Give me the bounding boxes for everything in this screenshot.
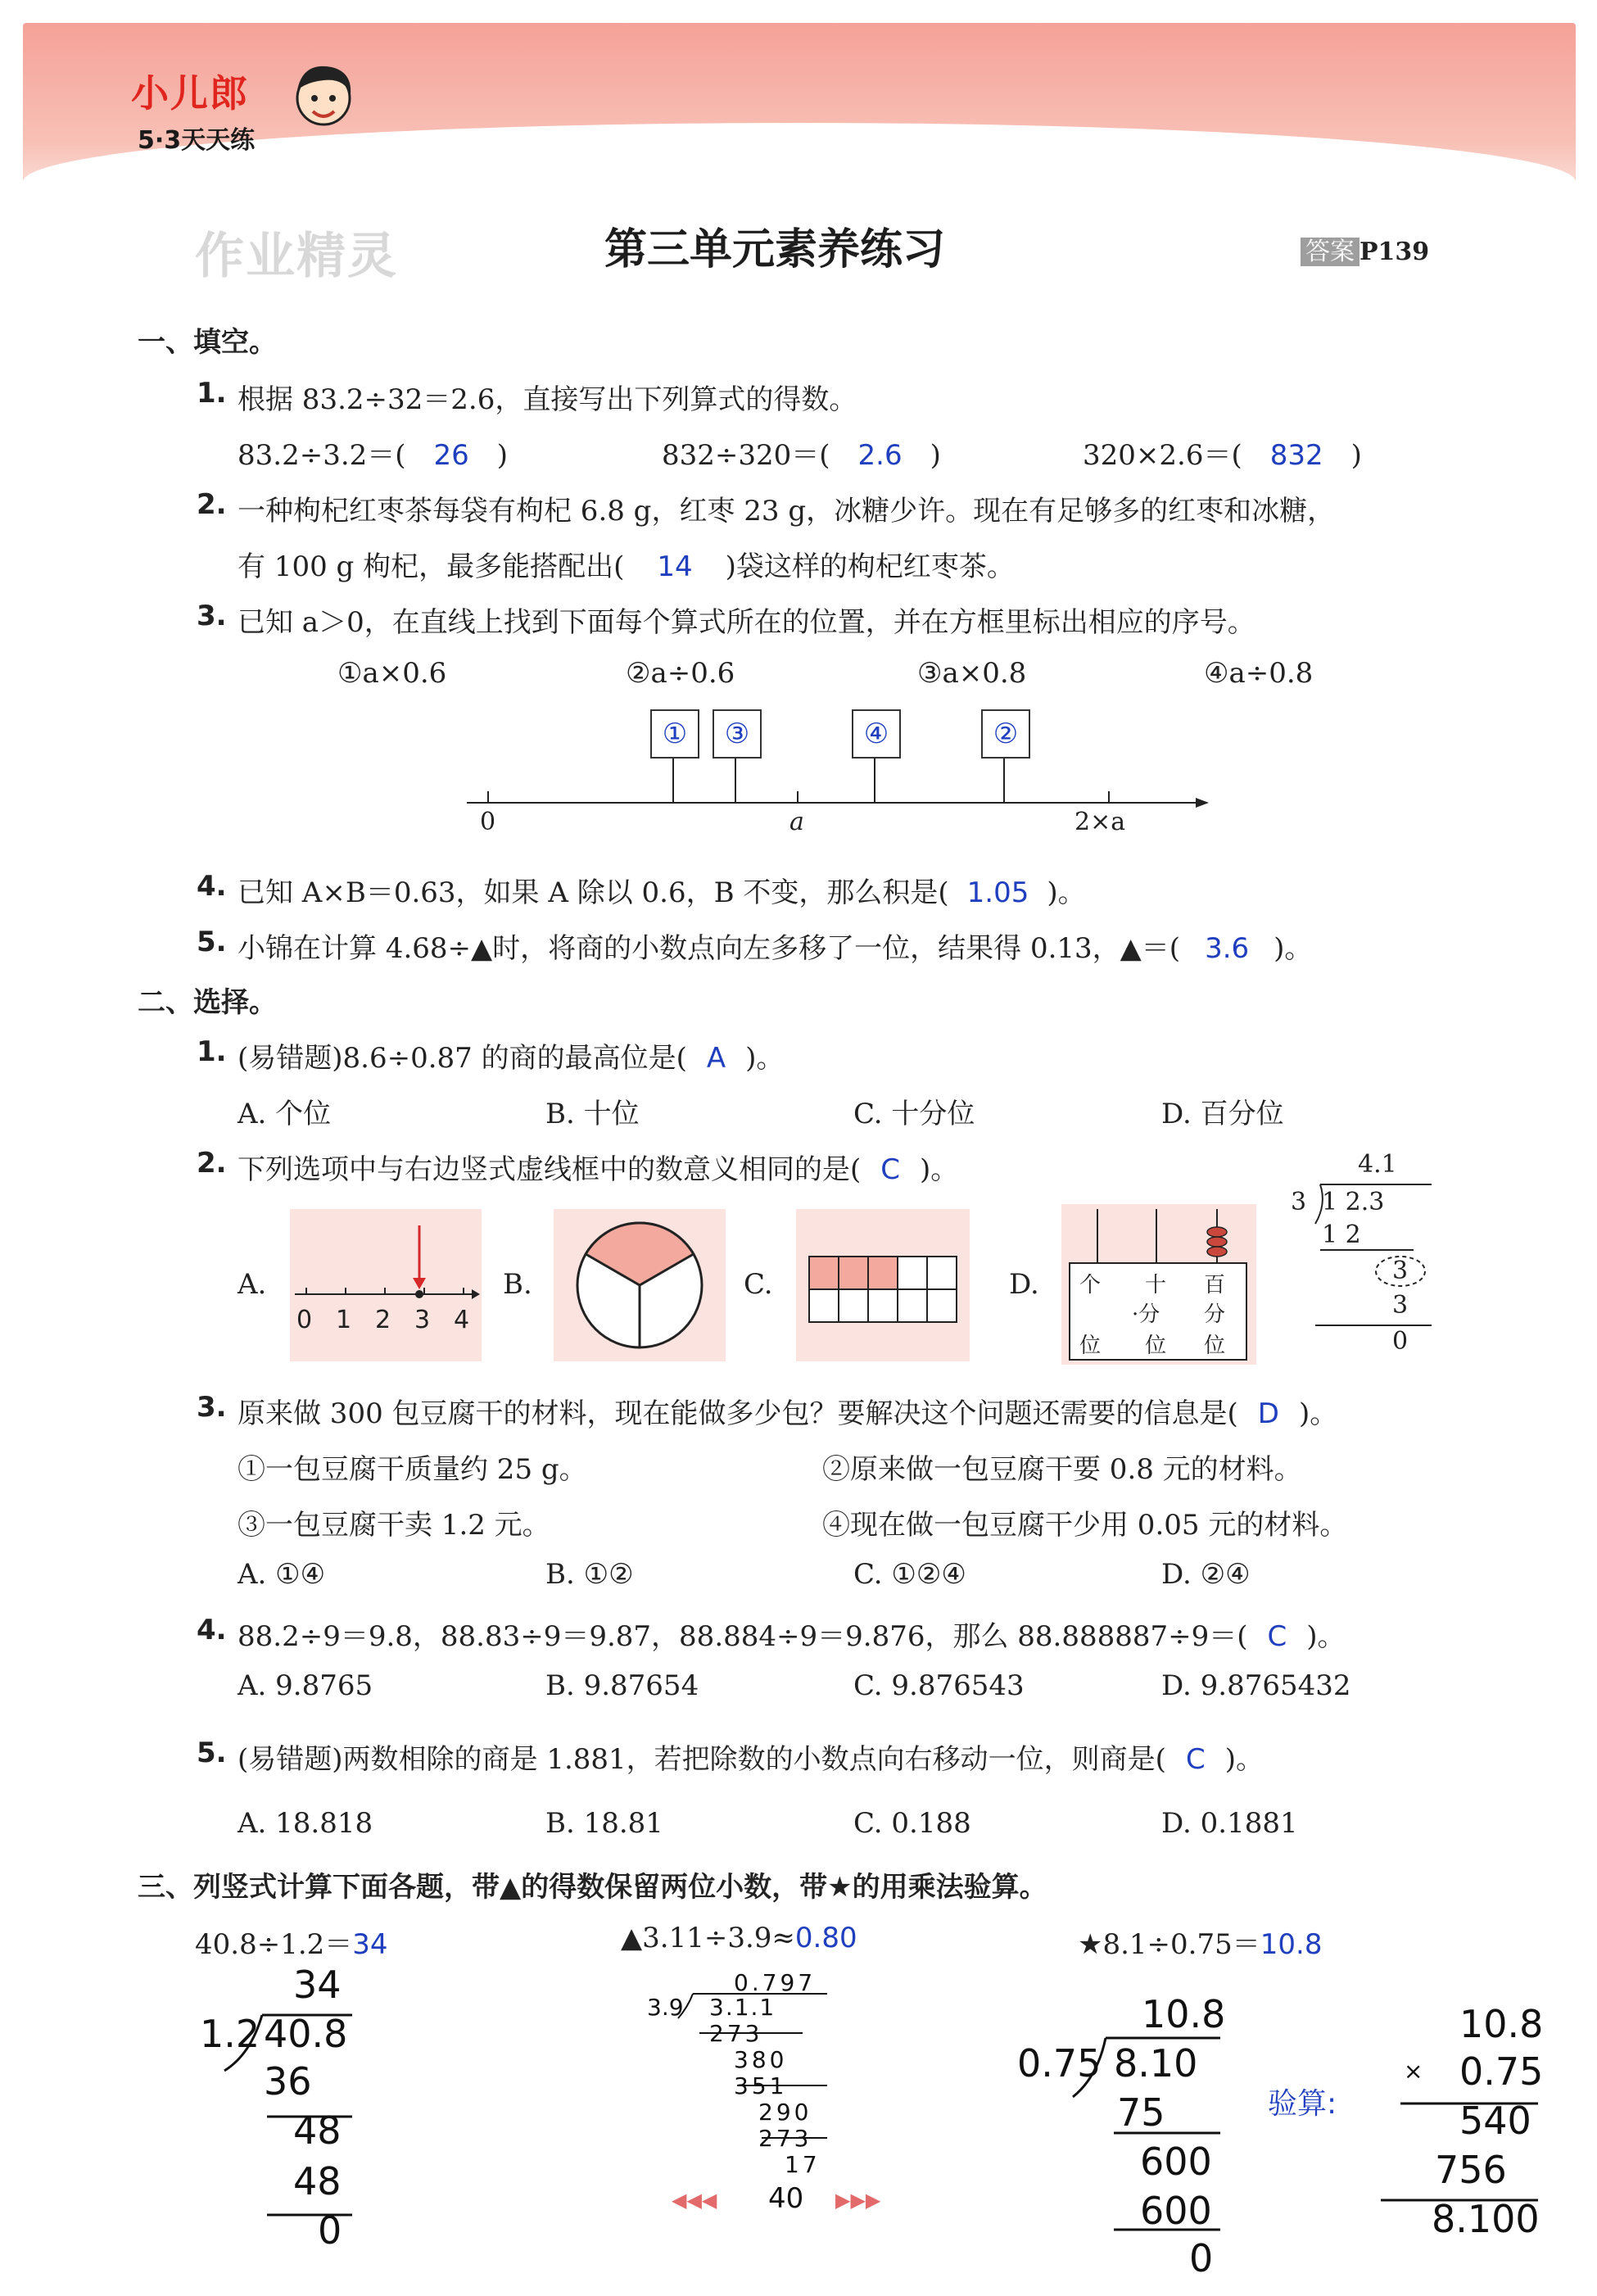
- section-1-heading: 一、填空。: [138, 326, 277, 359]
- answer-tag: 答案: [1301, 238, 1359, 266]
- work1-divisor: 1.2: [200, 2012, 260, 2056]
- work1-row-4: 0: [318, 2208, 342, 2253]
- s2q3-opt-b: B. ①②: [545, 1558, 634, 1591]
- s2q4-opt-b: B. 9.87654: [545, 1669, 699, 1702]
- s2q3-opt-a: A. ①④: [238, 1558, 326, 1591]
- q3-num: 3.: [197, 600, 227, 632]
- work3-quotient: 10.8: [1142, 1992, 1226, 2036]
- abacus-label-7: 位: [1145, 1334, 1167, 1358]
- s2q5-answer: C: [1185, 1743, 1206, 1776]
- work2-row-6: 17: [785, 2151, 821, 2178]
- div-divisor: 3: [1291, 1188, 1307, 1216]
- div-quotient: 4.1: [1358, 1150, 1397, 1179]
- q3-item-3: ③a×0.8: [917, 657, 1027, 690]
- s2q4-answer: C: [1267, 1620, 1287, 1653]
- work3-row-4: 0: [1189, 2236, 1214, 2280]
- s2q2-opt-b-letter: B.: [503, 1268, 532, 1301]
- work1-row-3: 48: [293, 2159, 342, 2203]
- work3-dividend: 8.10: [1114, 2041, 1198, 2085]
- work2-quotient: 0.797: [734, 1969, 817, 1996]
- work3-row-2: 600: [1140, 2140, 1212, 2184]
- s3-p2-answer: 0.80: [794, 1922, 857, 1954]
- abacus-label-4: ·分: [1132, 1302, 1160, 1327]
- check-bottom: 0.75: [1459, 2049, 1544, 2094]
- page-prev-icon: ◀◀◀: [672, 2189, 717, 2212]
- s2q2-option-b-circle: [554, 1209, 726, 1361]
- q4-text: 已知 A×B＝0.63，如果 A 除以 0.6，B 不变，那么积是( 1.05 )。: [238, 876, 1086, 909]
- section-2-heading: 二、选择。: [138, 986, 277, 1019]
- q3-box-2: ③: [713, 709, 762, 759]
- s3-p1-answer: 34: [352, 1928, 388, 1961]
- q1-answer-2: 2.6: [857, 439, 903, 472]
- q3-text: 已知 a＞0，在直线上找到下面每个算式所在的位置，并在方框里标出相应的序号。: [238, 606, 1255, 639]
- abacus-label-5: 分: [1204, 1302, 1226, 1327]
- q2-answer: 14: [657, 550, 693, 583]
- s2q4-opt-d: D. 9.8765432: [1161, 1669, 1351, 1702]
- s3-p2: ▲3.11÷3.9≈0.80: [621, 1922, 857, 1954]
- abacus-label-6: 位: [1079, 1334, 1102, 1358]
- logo-text: 小儿郎: [131, 71, 249, 115]
- section-3-heading: 三、列竖式计算下面各题，带▲的得数保留两位小数，带★的用乘法验算。: [138, 1871, 1047, 1904]
- div-row-2: 3: [1392, 1257, 1409, 1285]
- q5-num: 5.: [197, 926, 227, 958]
- work1-quotient: 34: [293, 1963, 342, 2007]
- q4-num: 4.: [197, 870, 227, 903]
- check-row-3: 8.100: [1432, 2197, 1540, 2241]
- q5-text: 小锦在计算 4.68÷▲时，将商的小数点向左多移了一位，结果得 0.13，▲＝( 3.6 )。: [238, 932, 1313, 965]
- work2-divisor: 3.9: [647, 1994, 684, 2021]
- q3-box-3: ④: [852, 709, 901, 759]
- s2q2-opt-a-letter: A.: [238, 1268, 267, 1301]
- page-number: 40: [768, 2182, 804, 2215]
- s2q3-info-4: ④现在做一包豆腐干少用 0.05 元的材料。: [822, 1509, 1348, 1542]
- s2q3-text: 原来做 300 包豆腐干的材料，现在能做多少包？要解决这个问题还需要的信息是( D )。: [238, 1397, 1338, 1430]
- s2q4-num: 4.: [197, 1614, 227, 1646]
- work3-divisor: 0.75: [1017, 2041, 1102, 2085]
- q3-box-1: ①: [650, 709, 699, 759]
- s2q2-opt-d-letter: D.: [1009, 1268, 1039, 1301]
- q2-line1: 一种枸杞红枣茶每袋有枸杞 6.8 g，红枣 23 g，冰糖少许。现在有足够多的红枣和冰糖，: [238, 495, 1336, 528]
- s2q3-info-2: ②原来做一包豆腐干要 0.8 元的材料。: [822, 1453, 1302, 1486]
- s2q2-text: 下列选项中与右边竖式虚线框中的数意义相同的是( C )。: [238, 1153, 959, 1186]
- q3-item-1: ①a×0.6: [337, 657, 447, 690]
- s2q1-num: 1.: [197, 1035, 227, 1068]
- q2-num: 2.: [197, 488, 227, 521]
- check-row-1: 540: [1459, 2099, 1531, 2143]
- s2q5-text: (易错题)两数相除的商是 1.881，若把除数的小数点向右移动一位，则商是( C )。: [238, 1743, 1264, 1776]
- abacus-label-3: 百: [1204, 1273, 1226, 1297]
- div-row-3: 3: [1392, 1291, 1409, 1320]
- s2q2-opt-c-letter: C.: [744, 1268, 773, 1301]
- work2-row-5: 273: [758, 2125, 812, 2152]
- div-dividend: 1 2.3: [1322, 1188, 1385, 1216]
- s3-p1: 40.8÷1.2＝34: [195, 1928, 388, 1961]
- s3-p3-answer: 10.8: [1260, 1928, 1323, 1961]
- page-title: 第三单元素养练习: [604, 225, 946, 274]
- q5-answer: 3.6: [1205, 932, 1250, 965]
- s2q3-opt-c: C. ①②④: [853, 1558, 966, 1591]
- s2q5-opt-d: D. 0.1881: [1161, 1807, 1298, 1840]
- s2q3-opt-d: D. ②④: [1161, 1558, 1251, 1591]
- s2q1-text: (易错题)8.6÷0.87 的商的最高位是( A )。: [238, 1042, 785, 1075]
- s2q3-answer: D: [1257, 1397, 1279, 1430]
- s2q5-num: 5.: [197, 1737, 227, 1769]
- page-next-icon: ▶▶▶: [835, 2189, 881, 2212]
- work2-dividend: 3.1.1: [709, 1994, 776, 2021]
- work2-row-3: 351: [734, 2072, 788, 2099]
- s2q4-opt-a: A. 9.8765: [238, 1669, 373, 1702]
- axis-label-0: 0: [480, 808, 496, 836]
- s2q3-info-1: ①一包豆腐干质量约 25 g。: [238, 1453, 587, 1486]
- axis-label-a: a: [789, 808, 804, 836]
- s2q4-opt-c: C. 9.876543: [853, 1669, 1025, 1702]
- q1-text: 根据 83.2÷32＝2.6，直接写出下列算式的得数。: [238, 383, 857, 416]
- s2q4-text: 88.2÷9＝9.8，88.83÷9＝9.87，88.884÷9＝9.876，那么 88.888887÷9＝( C )。: [238, 1620, 1346, 1653]
- s2q1-opt-d: D. 百分位: [1161, 1098, 1284, 1130]
- s2q2-option-c-grid: [796, 1209, 970, 1361]
- q1-part-3: 320×2.6＝( 832 ): [1083, 439, 1362, 472]
- s2q3-num: 3.: [197, 1391, 227, 1424]
- s3-p3: ★8.1÷0.75＝10.8: [1078, 1928, 1323, 1961]
- check-label: 验算:: [1268, 2087, 1337, 2121]
- s2q1-opt-c: C. 十分位: [853, 1098, 975, 1130]
- s2q1-opt-a: A. 个位: [238, 1098, 332, 1130]
- s2q3-info-3: ③一包豆腐干卖 1.2 元。: [238, 1509, 550, 1542]
- work2-row-2: 380: [734, 2046, 788, 2073]
- work1-dividend: 40.8: [264, 2012, 348, 2056]
- s2q5-opt-a: A. 18.818: [238, 1807, 373, 1840]
- answer-page: P139: [1359, 238, 1430, 266]
- mascot-icon: [287, 57, 360, 139]
- axis-label-2a: 2×a: [1074, 808, 1126, 836]
- abacus-label-1: 个: [1079, 1273, 1102, 1297]
- abacus-label-2: 十: [1145, 1273, 1167, 1297]
- s2q1-opt-b: B. 十位: [545, 1098, 640, 1130]
- abacus-label-8: 位: [1204, 1334, 1226, 1358]
- q3-item-4: ④a÷0.8: [1204, 657, 1314, 690]
- check-row-2: 756: [1435, 2148, 1507, 2192]
- s2q1-answer: A: [706, 1042, 726, 1075]
- work1-row-1: 36: [264, 2059, 312, 2104]
- q2-line2: 有 100 g 枸杞，最多能搭配出( 14 )袋这样的枸杞红枣茶。: [238, 550, 1015, 583]
- s2q5-opt-c: C. 0.188: [853, 1807, 971, 1840]
- s2q2-option-a-numberline: [290, 1209, 482, 1361]
- work3-row-1: 75: [1117, 2090, 1165, 2135]
- q4-answer: 1.05: [966, 876, 1029, 909]
- q3-box-4: ②: [981, 709, 1030, 759]
- div-row-4: 0: [1392, 1327, 1409, 1356]
- q1-num: 1.: [197, 377, 227, 410]
- work1-row-2: 48: [293, 2108, 342, 2153]
- s2q5-opt-b: B. 18.81: [545, 1807, 663, 1840]
- check-times: ×: [1404, 2058, 1423, 2085]
- q1-part-1: 83.2÷3.2＝( 26 ): [238, 439, 509, 472]
- logo-subtitle: 5·3天天练: [138, 126, 256, 155]
- q1-answer-1: 26: [433, 439, 469, 472]
- work2-row-1: 273: [709, 2020, 763, 2047]
- answer-reference: [1301, 231, 1429, 267]
- q1-part-2: 832÷320＝( 2.6 ): [662, 439, 941, 472]
- q1-answer-3: 832: [1269, 439, 1323, 472]
- work3-row-3: 600: [1140, 2189, 1212, 2233]
- div-row-1: 1 2: [1322, 1220, 1361, 1249]
- check-top: 10.8: [1459, 2002, 1544, 2046]
- q3-item-2: ②a÷0.6: [626, 657, 735, 690]
- s2q2-num: 2.: [197, 1147, 227, 1180]
- s2q2-answer: C: [880, 1153, 901, 1186]
- watermark: 作业精灵: [195, 228, 398, 285]
- work2-row-4: 290: [758, 2099, 812, 2126]
